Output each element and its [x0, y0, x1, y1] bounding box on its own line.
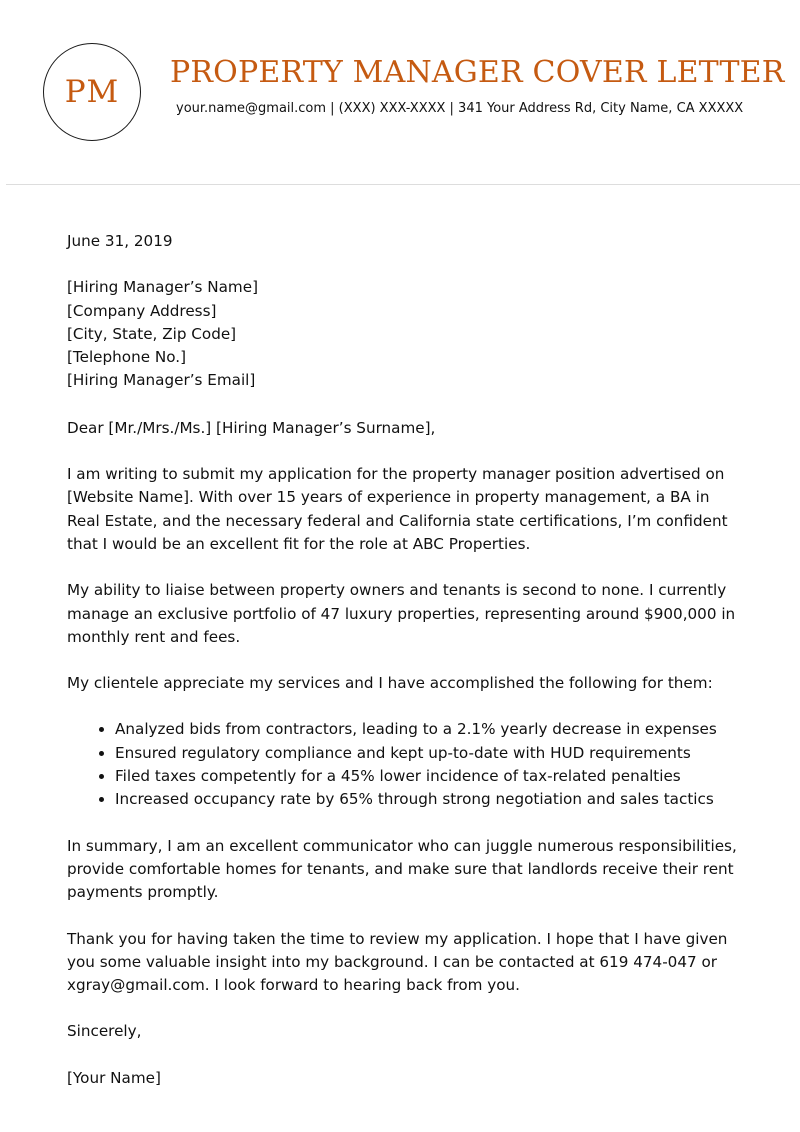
accomplishments-intro: My clientele appreciate my services and I have accomplished the following for them:: [67, 674, 713, 693]
monogram-badge: [43, 43, 141, 141]
salutation: Dear [Mr./Mrs./Ms.] [Hiring Manager’s Surname],: [67, 418, 436, 437]
closing-phrase: Sincerely,: [67, 1022, 142, 1041]
list-item: • Analyzed bids from contractors, leading to a 2.1% yearly decrease in expenses: [115, 718, 747, 741]
recipient-name: [Hiring Manager’s Name]: [67, 278, 258, 297]
recipient-telephone: [Telephone No.]: [67, 348, 187, 367]
thank-you-paragraph: Thank you for having taken the time to review my application. I hope that I have given you some valuable insight into my background. I can be contacted at 619 474-047 or xgray@gmail.com. I look forward to hearing back from you.: [67, 929, 728, 995]
recipient-city-state-zip: [City, State, Zip Code]: [67, 324, 237, 343]
portfolio-paragraph: My ability to liaise between property owners and tenants is second to none. I currently manage an exclusive portfolio of 47 luxury properties, representing around $900,000 in monthly rent and fees.: [67, 581, 736, 646]
accomplishments-list: [67, 718, 747, 811]
letter-body: [67, 230, 747, 1090]
recipient-company-address: [Company Address]: [67, 301, 217, 320]
intro-paragraph: I am writing to submit my application for the property manager position advertised on [Website Name]. With over 15 years of experience in property management, a BA in Real Estate, and the necessary federal and California state certifications, I’m confident that I would be an excellent fit for the role at ABC Properties.: [67, 465, 728, 553]
list-item: • Ensured regulatory compliance and kept up-to-date with HUD requirements: [115, 742, 747, 765]
summary-paragraph: In summary, I am an excellent communicator who can juggle numerous responsibilities, provide comfortable homes for tenants, and make sure that landlords receive their rent payments promptly.: [67, 836, 737, 902]
recipient-address: [67, 276, 747, 392]
list-item: • Increased occupancy rate by 65% through strong negotiation and sales tactics: [115, 788, 747, 811]
recipient-email: [Hiring Manager’s Email]: [67, 371, 256, 390]
header-divider: [6, 184, 800, 185]
letter-date: June 31, 2019: [67, 232, 173, 250]
monogram-initials: PM: [64, 74, 120, 110]
signature-name: [Your Name]: [67, 1068, 161, 1087]
contact-line: your.name@gmail.com | (XXX) XXX-XXXX | 341 Your Address Rd, City Name, CA XXXXX: [176, 101, 744, 116]
list-item: • Filed taxes competently for a 45% lower incidence of tax-related penalties: [115, 765, 747, 788]
document-title: PROPERTY MANAGER COVER LETTER: [170, 55, 785, 90]
